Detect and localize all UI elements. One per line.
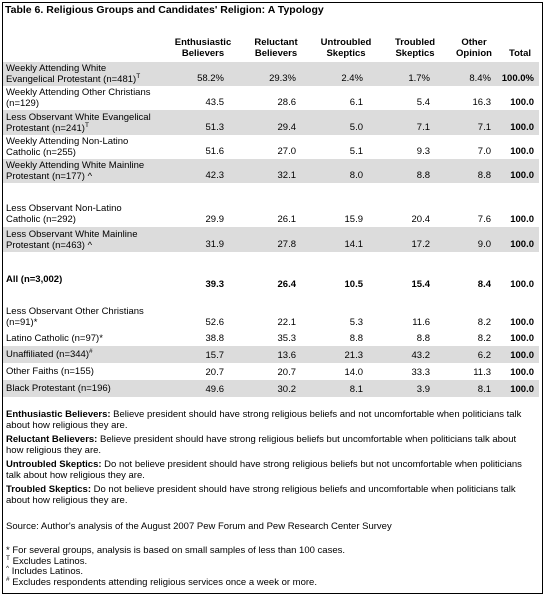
table-cell: 8.8 bbox=[416, 170, 430, 181]
table-cell: 100.0 bbox=[510, 333, 534, 344]
row-label-text: Protestant (n=241) bbox=[6, 122, 85, 134]
footnote-mark: ^ bbox=[6, 564, 10, 572]
table-cell: 29.3% bbox=[269, 73, 296, 84]
table-cell: 2.4% bbox=[341, 73, 363, 84]
footnote-mark: # bbox=[6, 575, 10, 583]
row-label-text: Weekly Attending Non-Latino bbox=[6, 136, 129, 147]
row-label-line bbox=[6, 229, 137, 240]
definition-term: Enthusiastic Believers: bbox=[6, 409, 111, 420]
definitions bbox=[6, 409, 536, 509]
definition-text: Believe president should have strong religious beliefs and not uncomfortable when politicians talk about how religious they are. bbox=[6, 409, 522, 431]
table-cell: 32.1 bbox=[277, 170, 296, 181]
column-header-line: Enthusiastic bbox=[174, 37, 232, 48]
table-cell: 100.0 bbox=[510, 214, 534, 225]
table-cell: 6.2 bbox=[477, 350, 491, 361]
table-cell: 27.0 bbox=[277, 146, 296, 157]
table-cell: 14.1 bbox=[344, 239, 363, 250]
table-cell: 100.0 bbox=[510, 122, 534, 133]
column-header-other-opinion bbox=[450, 37, 498, 59]
footnote-text: Excludes Latinos. bbox=[9, 555, 88, 567]
table-cell: 14.0 bbox=[344, 367, 363, 378]
column-header-line: Other bbox=[461, 37, 487, 48]
row-label-mark: T bbox=[136, 72, 141, 80]
definition-troubled-skeptics bbox=[6, 484, 536, 506]
table-cell: 7.1 bbox=[416, 122, 430, 133]
row-label-line bbox=[6, 349, 93, 360]
row-label-text: Less Observant White Mainline bbox=[6, 228, 138, 240]
table-cell: 15.7 bbox=[205, 350, 224, 361]
row-label bbox=[6, 87, 151, 109]
row-label-line bbox=[6, 214, 122, 225]
table-cell: 31.9 bbox=[205, 239, 224, 250]
footnote-text: For several groups, analysis is based on small samples of less than 100 cases. bbox=[9, 545, 346, 556]
table-row bbox=[3, 304, 539, 330]
table-cell: 21.3 bbox=[344, 350, 363, 361]
table-cell: 100.0 bbox=[510, 239, 534, 250]
table-cell: 1.7% bbox=[408, 73, 430, 84]
table-cell: 8.2 bbox=[477, 333, 491, 344]
row-label-line bbox=[6, 317, 144, 328]
table-cell: 8.8 bbox=[477, 170, 491, 181]
table-cell: 5.4 bbox=[416, 97, 430, 108]
table-cell: 100.0 bbox=[510, 146, 534, 157]
table-cell: 20.4 bbox=[411, 214, 430, 225]
row-label-mark: # bbox=[89, 347, 93, 355]
table-row bbox=[3, 110, 539, 135]
row-label-line bbox=[6, 112, 151, 123]
row-label-text: Protestant (n=177) ^ bbox=[6, 171, 93, 182]
row-label-line bbox=[6, 203, 122, 214]
row-label-line bbox=[6, 74, 140, 85]
table-cell: 42.3 bbox=[205, 170, 224, 181]
row-label-line bbox=[6, 171, 144, 182]
row-label bbox=[6, 136, 128, 158]
table-cell: 9.3 bbox=[416, 146, 430, 157]
table-cell: 49.6 bbox=[205, 384, 224, 395]
row-label-line bbox=[6, 160, 144, 171]
row-label bbox=[6, 229, 137, 251]
row-label bbox=[6, 63, 140, 85]
table-title: Table 6. Religious Groups and Candidates' Religion: A Typology bbox=[5, 4, 324, 16]
table-row bbox=[3, 330, 539, 346]
row-label bbox=[6, 306, 144, 328]
table-cell: 6.1 bbox=[349, 97, 363, 108]
table-cell: 43.2 bbox=[411, 350, 430, 361]
definition-untroubled-skeptics bbox=[6, 459, 536, 481]
row-label-text: Evangelical Protestant (n=481) bbox=[6, 74, 137, 85]
row-label-text: Unaffiliated (n=344) bbox=[6, 349, 90, 360]
row-label-text: Other Faiths (n=155) bbox=[6, 366, 94, 377]
table-cell: 33.3 bbox=[411, 367, 430, 378]
row-label-line bbox=[6, 240, 137, 251]
table-cell: 7.0 bbox=[477, 146, 491, 157]
row-label bbox=[6, 112, 151, 134]
row-label-line bbox=[6, 98, 151, 109]
row-label-text: Protestant (n=463) ^ bbox=[6, 239, 93, 251]
table-cell: 26.1 bbox=[277, 214, 296, 225]
column-header-reluctant-believers bbox=[241, 37, 311, 59]
row-label-line bbox=[6, 136, 128, 147]
table-cell: 51.3 bbox=[205, 122, 224, 133]
row-label-line bbox=[6, 383, 111, 394]
footnote-text: Excludes respondents attending religious services once a week or more. bbox=[9, 576, 317, 588]
table-cell: 20.7 bbox=[205, 367, 224, 378]
column-header-line: Total bbox=[509, 48, 531, 59]
table-cell: 5.1 bbox=[349, 146, 363, 157]
column-header-line: Believers bbox=[181, 48, 225, 59]
row-label bbox=[6, 366, 94, 377]
table-cell: 20.7 bbox=[277, 367, 296, 378]
table-cell: 30.2 bbox=[277, 384, 296, 395]
table-cell: 13.6 bbox=[277, 350, 296, 361]
row-label-text: Weekly Attending Other Christians bbox=[6, 87, 151, 98]
row-label-text: Latino Catholic (n=97)* bbox=[6, 332, 103, 344]
table-cell: 8.2 bbox=[477, 317, 491, 328]
table-cell: 8.1 bbox=[477, 384, 491, 395]
table-cell: 39.3 bbox=[205, 279, 224, 290]
column-header-enthusiastic-believers bbox=[168, 37, 238, 59]
row-label bbox=[6, 274, 62, 285]
row-label-line bbox=[6, 87, 151, 98]
column-header-total bbox=[502, 37, 538, 59]
row-label-text: Less Observant Other Christians bbox=[6, 306, 144, 317]
table-cell: 17.2 bbox=[411, 239, 430, 250]
footnote bbox=[6, 575, 345, 589]
table-row bbox=[3, 363, 539, 380]
definition-term: Reluctant Believers: bbox=[6, 434, 98, 445]
row-label bbox=[6, 160, 144, 182]
table-row bbox=[3, 86, 539, 110]
table-cell: 15.9 bbox=[344, 214, 363, 225]
table-cell: 28.6 bbox=[277, 97, 296, 108]
table-cell: 100.0 bbox=[510, 317, 534, 328]
footnote-mark: T bbox=[6, 554, 10, 562]
row-label bbox=[6, 349, 93, 360]
row-label-text: Catholic (n=292) bbox=[6, 213, 76, 225]
table-cell: 100.0 bbox=[510, 384, 534, 395]
table-cell: 27.8 bbox=[277, 239, 296, 250]
table-cell: 43.5 bbox=[205, 97, 224, 108]
table-cell: 8.1 bbox=[349, 384, 363, 395]
table-cell: 5.0 bbox=[349, 122, 363, 133]
table-cell: 100.0% bbox=[501, 73, 534, 84]
row-label-text: Weekly Attending White Mainline bbox=[6, 160, 145, 171]
row-label-mark: T bbox=[84, 121, 89, 129]
table-cell: 100.0 bbox=[510, 350, 534, 361]
definition-term: Troubled Skeptics: bbox=[6, 484, 91, 495]
table-cell: 11.6 bbox=[412, 317, 430, 328]
column-header-line: Opinion bbox=[456, 48, 492, 59]
row-label-line bbox=[6, 366, 94, 377]
row-label-line bbox=[6, 274, 62, 285]
definition-text: Do not believe president should have strong religious beliefs but not uncomfortable when politicians talk about how religious they are. bbox=[6, 459, 522, 481]
row-label-text: (n=129) bbox=[6, 98, 40, 109]
table-row bbox=[3, 135, 539, 159]
table-cell: 7.6 bbox=[477, 214, 491, 225]
row-label-line bbox=[6, 63, 140, 74]
row-label-text: All (n=3,002) bbox=[6, 273, 63, 285]
row-label-text: Catholic (n=255) bbox=[6, 147, 76, 158]
row-label-text: Less Observant Non-Latino bbox=[6, 202, 122, 214]
table-cell: 11.3 bbox=[473, 367, 491, 378]
row-label bbox=[6, 383, 111, 394]
table-row bbox=[3, 380, 539, 397]
table-cell: 5.3 bbox=[349, 317, 363, 328]
column-header-line: Troubled bbox=[394, 37, 436, 48]
row-label-line bbox=[6, 333, 103, 344]
column-header-line: Untroubled bbox=[320, 37, 372, 48]
row-label-text: Weekly Attending White bbox=[6, 63, 107, 74]
table-cell: 52.6 bbox=[205, 317, 224, 328]
row-label bbox=[6, 333, 103, 344]
table-cell: 8.4 bbox=[477, 279, 491, 290]
table-cell: 100.0 bbox=[510, 279, 534, 290]
table-cell: 7.1 bbox=[477, 122, 491, 133]
column-header-line: Skeptics bbox=[395, 48, 435, 59]
table-cell: 10.5 bbox=[344, 279, 363, 290]
table-cell: 3.9 bbox=[416, 384, 430, 395]
row-label-text: Less Observant White Evangelical bbox=[6, 111, 151, 123]
row-label-text: (n=91)* bbox=[6, 317, 38, 328]
row-label-text: Black Protestant (n=196) bbox=[6, 383, 111, 394]
table-row bbox=[3, 266, 539, 292]
table-cell: 9.0 bbox=[477, 239, 491, 250]
footnote-text: Includes Latinos. bbox=[9, 566, 83, 577]
table-row bbox=[3, 227, 539, 252]
column-header-line bbox=[502, 37, 538, 48]
table-cell: 8.8 bbox=[416, 333, 430, 344]
row-label-line bbox=[6, 123, 151, 134]
table-cell: 100.0 bbox=[510, 170, 534, 181]
table-cell: 100.0 bbox=[510, 97, 534, 108]
table-cell: 100.0 bbox=[510, 367, 534, 378]
table-cell: 16.3 bbox=[472, 97, 491, 108]
table-row bbox=[3, 159, 539, 183]
column-header-untroubled-skeptics bbox=[315, 37, 377, 59]
table-cell: 38.8 bbox=[205, 333, 224, 344]
source-note: Source: Author's analysis of the August 2007 Pew Forum and Pew Research Center Survey bbox=[6, 521, 392, 532]
table-cell: 29.4 bbox=[277, 122, 296, 133]
table-cell: 51.6 bbox=[205, 146, 224, 157]
row-label-line bbox=[6, 147, 128, 158]
table-cell: 58.2% bbox=[197, 73, 224, 84]
table-row bbox=[3, 62, 539, 86]
table-cell: 26.4 bbox=[277, 279, 296, 290]
row-label-line bbox=[6, 306, 144, 317]
table-cell: 8.0 bbox=[349, 170, 363, 181]
definition-term: Untroubled Skeptics: bbox=[6, 459, 102, 470]
table-row bbox=[3, 346, 539, 363]
table-cell: 15.4 bbox=[411, 279, 430, 290]
row-label bbox=[6, 203, 122, 225]
table-cell: 22.1 bbox=[277, 317, 296, 328]
definition-enthusiastic-believers bbox=[6, 409, 536, 431]
column-header-line: Believers bbox=[254, 48, 298, 59]
definition-text: Do not believe president should have strong religious beliefs and uncomfortable when politicians talk about how religious they are. bbox=[6, 484, 516, 506]
table-cell: 29.9 bbox=[205, 214, 224, 225]
footnote-mark: * bbox=[6, 545, 10, 556]
table-cell: 35.3 bbox=[277, 333, 296, 344]
definition-text: Believe president should have strong religious beliefs but uncomfortable when politicians talk about how religious they are. bbox=[6, 434, 517, 456]
footnotes bbox=[6, 546, 345, 588]
column-header-line: Reluctant bbox=[254, 37, 298, 48]
column-header-line: Skeptics bbox=[326, 48, 366, 59]
table-cell: 8.8 bbox=[349, 333, 363, 344]
definition-reluctant-believers bbox=[6, 434, 536, 456]
table-cell: 8.4% bbox=[469, 73, 491, 84]
table-row bbox=[3, 200, 539, 227]
column-header-troubled-skeptics bbox=[386, 37, 444, 59]
